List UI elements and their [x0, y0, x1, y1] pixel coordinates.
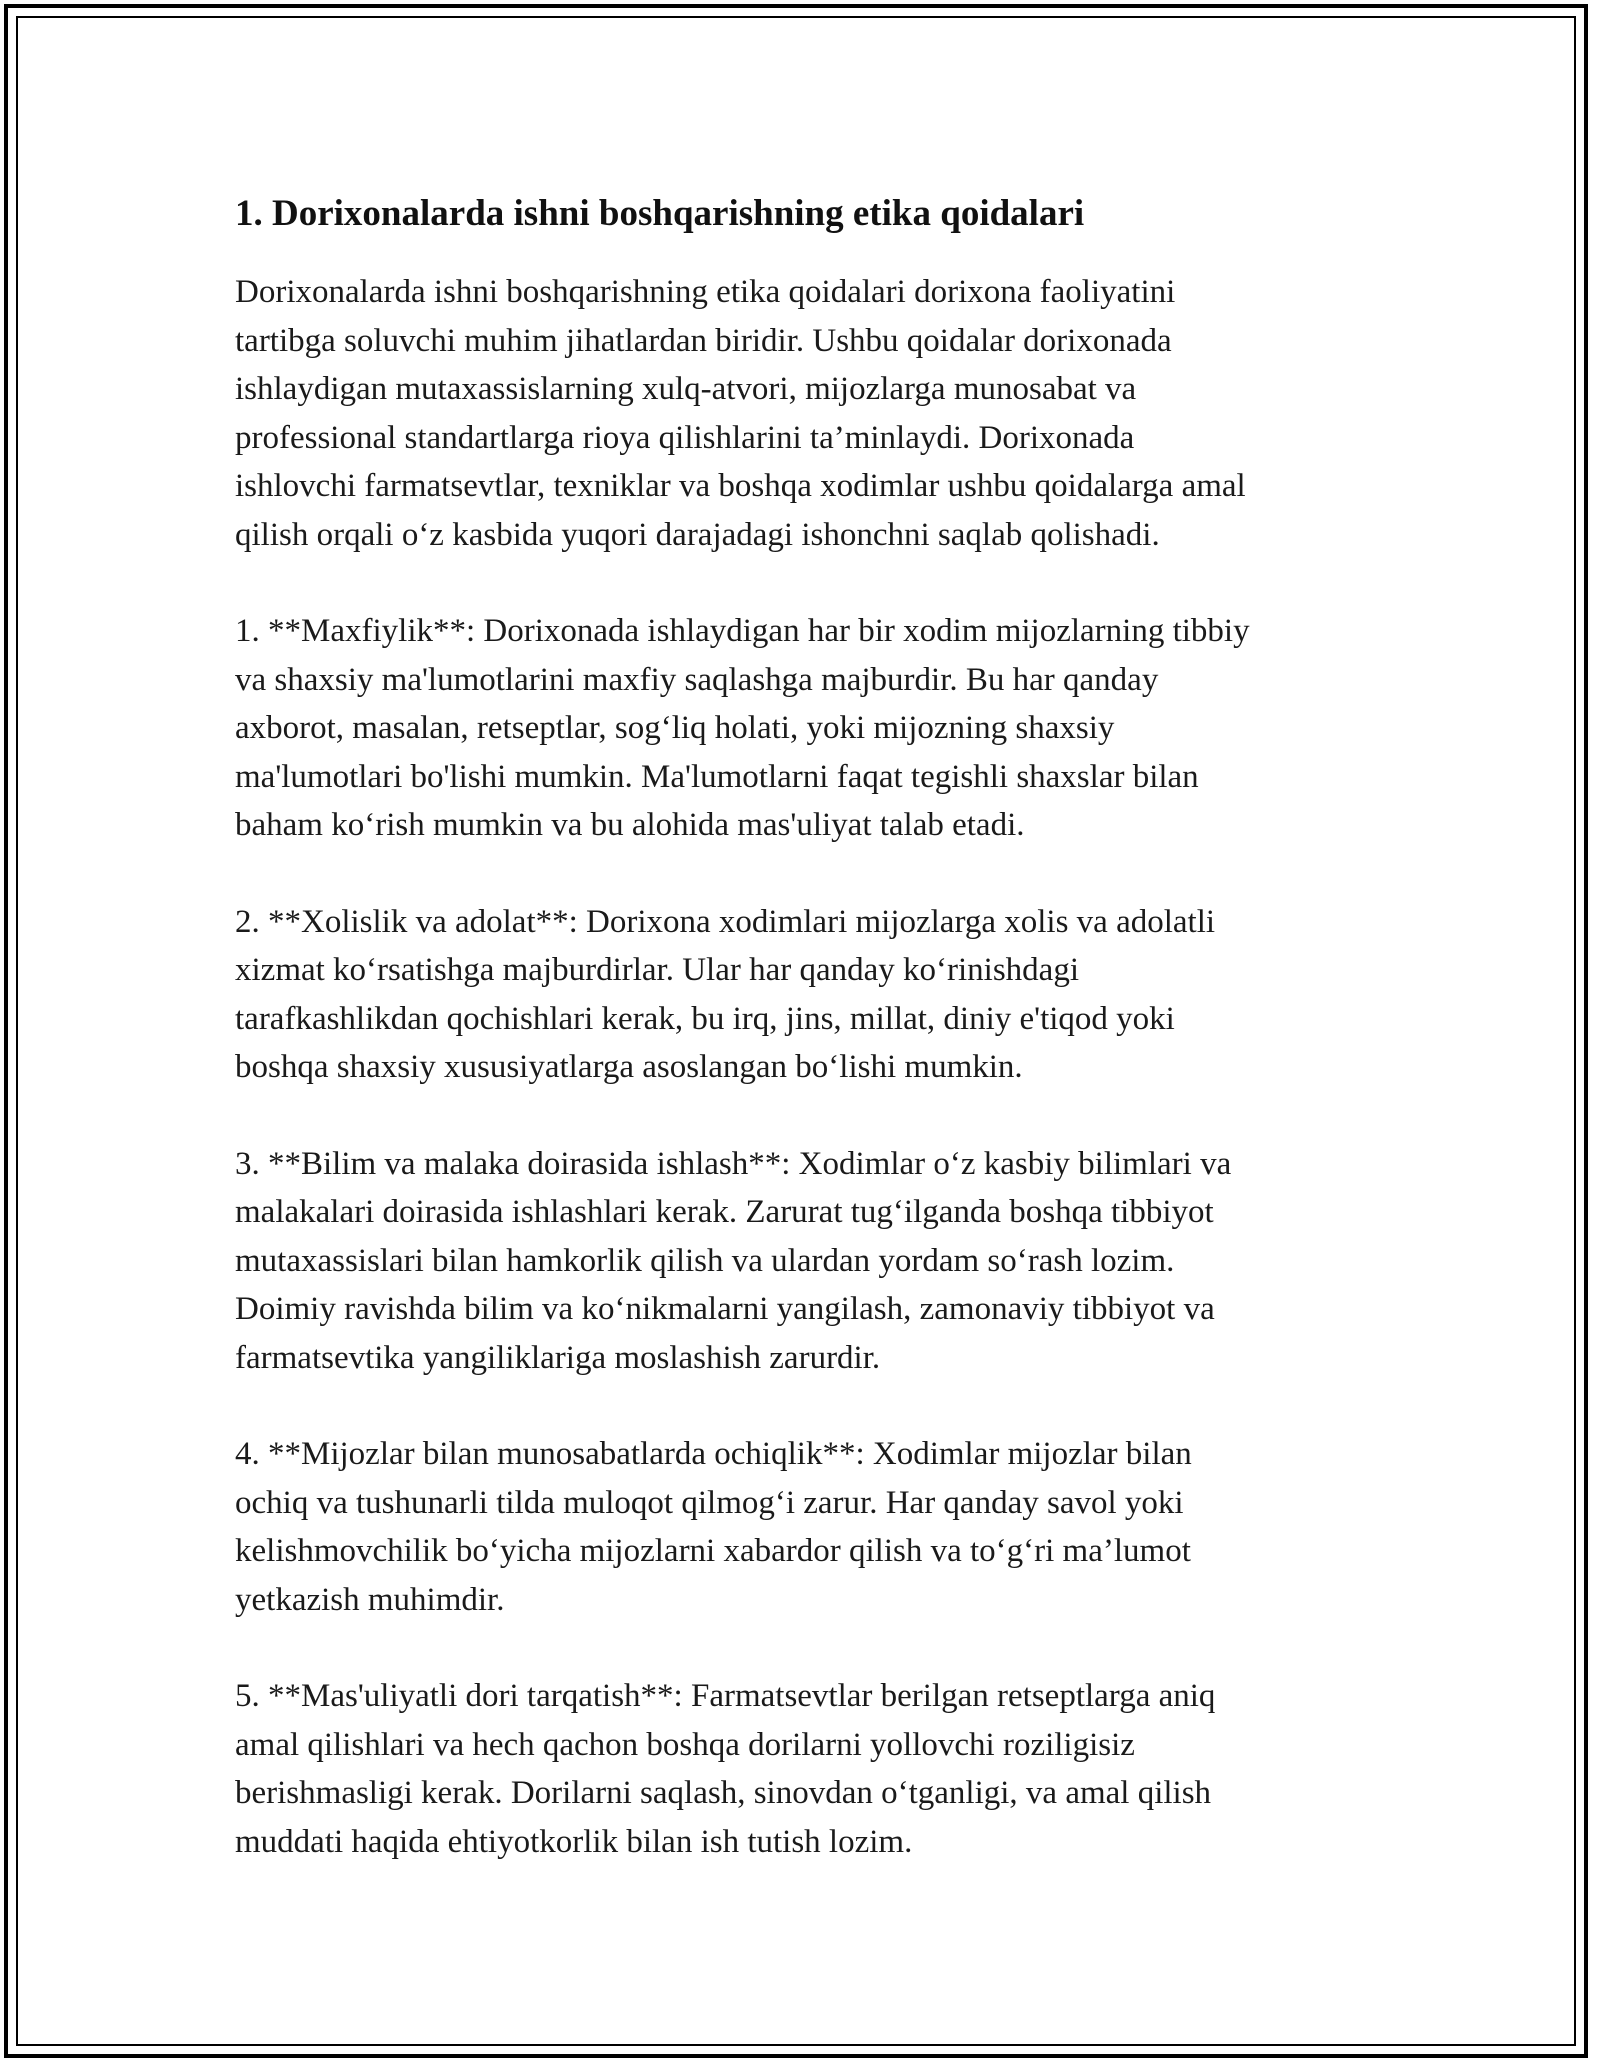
text-line: kelishmovchilik bo‘yicha mijozlarni xabardor qilish va to‘g‘ri ma’lumot — [235, 1533, 1191, 1569]
text-line: tarafkashlikdan qochishlari kerak, bu irq, jins, millat, diniy e'tiqod yoki — [235, 1000, 1175, 1037]
rule-paragraph-dispensing — [235, 1672, 1375, 1866]
text-line: ishlovchi farmatsevtlar, texniklar va boshqa xodimlar ushbu qoidalarga amal — [235, 468, 1246, 504]
text-line: mutaxassislari bilan hamkorlik qilish va ulardan yordam so‘rash lozim. — [235, 1242, 1175, 1279]
document-title: 1. Dorixonalarda ishni boshqarishning etika qoidalari — [235, 193, 1085, 234]
text-line: ishlaydigan mutaxassislarning xulq-atvori, mijozlarga munosabat va — [235, 371, 1137, 407]
text-line: farmatsevtika yangiliklariga moslashish zarurdir. — [235, 1339, 881, 1376]
text-line: 2. **Xolislik va adolat**: Dorixona xodimlari mijozlarga xolis va adolatli — [235, 903, 1216, 940]
text-line: amal qilishlari va hech qachon boshqa dorilarni yollovchi roziligisiz — [235, 1726, 1135, 1763]
text-line: baham ko‘rish mumkin va bu alohida mas'uliyat talab etadi. — [235, 807, 1025, 843]
text-line: va shaxsiy ma'lumotlarini maxfiy saqlashga majburdir. Bu har qanday — [235, 661, 1159, 698]
rule-paragraph-openness — [235, 1430, 1375, 1624]
text-line: xizmat ko‘rsatishga majburdirlar. Ular har qanday ko‘rinishdagi — [235, 952, 1079, 988]
text-line: yetkazish muhimdir. — [235, 1581, 505, 1618]
rule-paragraph-fairness — [235, 898, 1375, 1092]
text-line: Doimiy ravishda bilim va ko‘nikmalarni yangilash, zamonaviy tibbiyot va — [235, 1291, 1215, 1327]
text-line: Dorixonalarda ishni boshqarishning etika qoidalari dorixona faoliyatini — [235, 274, 1176, 310]
text-line: ma'lumotlari bo'lishi mumkin. Ma'lumotlarni faqat tegishli shaxslar bilan — [235, 758, 1199, 795]
text-line: tartibga soluvchi muhim jihatlardan biridir. Ushbu qoidalar dorixonada — [235, 322, 1172, 359]
rule-paragraph-confidentiality — [235, 607, 1375, 850]
text-line: qilish orqali o‘z kasbida yuqori darajadagi ishonchni saqlab qolishadi. — [235, 516, 1160, 553]
text-line: 4. **Mijozlar bilan munosabatlarda ochiqlik**: Xodimlar mijozlar bilan — [235, 1436, 1192, 1472]
rule-paragraph-competence — [235, 1140, 1375, 1383]
text-line: 1. **Maxfiylik**: Dorixonada ishlaydigan har bir xodim mijozlarning tibbiy — [235, 613, 1250, 649]
text-line: boshqa shaxsiy xususiyatlarga asoslangan bo‘lishi mumkin. — [235, 1049, 1023, 1085]
text-line: 5. **Mas'uliyatli dori tarqatish**: Farmatsevtlar berilgan retseptlarga aniq — [235, 1678, 1216, 1714]
text-line: ochiq va tushunarli tilda muloqot qilmog‘i zarur. Har qanday savol yoki — [235, 1484, 1184, 1521]
text-line: malakalari doirasida ishlashlari kerak. Zarurat tug‘ilganda boshqa tibbiyot — [235, 1194, 1214, 1230]
intro-paragraph — [235, 268, 1375, 559]
text-line: axborot, masalan, retseptlar, sog‘liq holati, yoki mijozning shaxsiy — [235, 710, 1115, 746]
text-line: 3. **Bilim va malaka doirasida ishlash**: Xodimlar o‘z kasbiy bilimlari va — [235, 1145, 1232, 1182]
document-body — [235, 188, 1375, 1914]
text-line: professional standartlarga rioya qilishlarini ta’minlaydi. Dorixonada — [235, 419, 1135, 456]
text-line: muddati haqida ehtiyotkorlik bilan ish tutish lozim. — [235, 1823, 913, 1860]
text-line: berishmasligi kerak. Dorilarni saqlash, sinovdan o‘tganligi, va amal qilish — [235, 1775, 1212, 1811]
